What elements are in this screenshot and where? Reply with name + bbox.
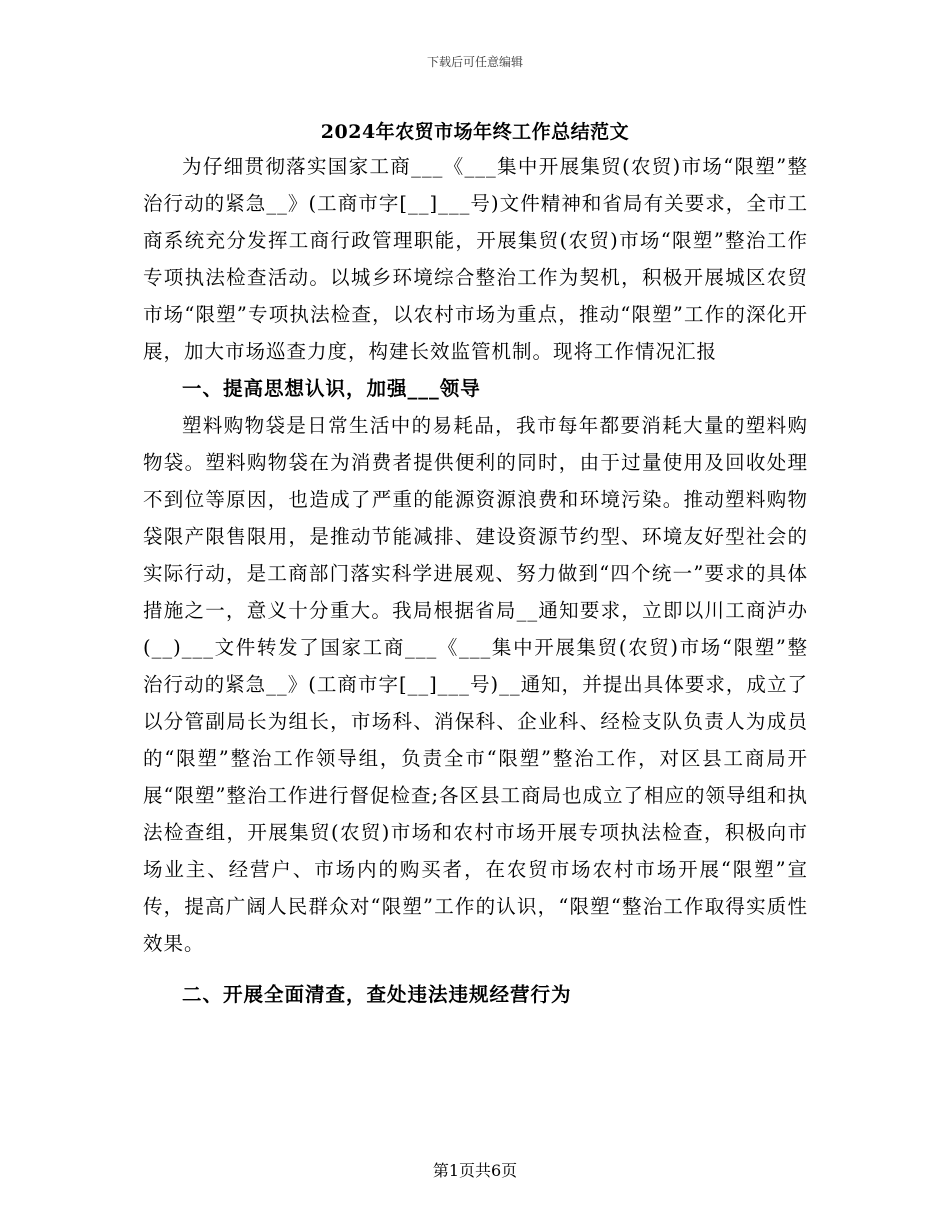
section-1-heading: 一、提高思想认识，加强___领导 (182, 377, 481, 400)
document-body (143, 148, 808, 1013)
section-2-heading: 二、开展全面清查，查处违法违规经营行为 (182, 983, 572, 1006)
section-1-paragraph: 塑料购物袋是日常生活中的易耗品，我市每年都要消耗大量的塑料购物袋。塑料购物袋在为消费者提供便利的同时，由于过量使用及回收处理不到位等原因，也造成了严重的能源资源浪费和环境污染。推动塑料购物袋限产限售限用，是推动节能减排、建设资源节约型、环境友好型社会的实际行动，是工商部门落实科学进展观、努力做到“四个统一”要求的具体措施之一，意义十分重大。我局根据省局__通知要求，立即以川工商泸办(__)___文件转发了国家工商___《___集中开展集贸(农贸)市场“限塑”整治行动的紧急__》(工商市字[__]___号)__通知，并提出具体要求，成立了以分管副局长为组长，市场科、消保科、企业科、经检支队负责人为成员的“限塑”整治工作领导组，负责全市“限塑”整治工作，对区县工商局开展“限塑”整治工作进行督促检查;各区县工商局也成立了相应的领导组和执法检查组，开展集贸(农贸)市场和农村市场开展专项执法检查，积极向市场业主、经营户、市场内的购买者，在农贸市场农村市场开展“限塑”宣传，提高广阔人民群众对“限塑”工作的认识，“限塑“整治工作取得实质性效果。 (143, 414, 809, 955)
header-note: 下载后可任意编辑 (426, 55, 523, 69)
intro-paragraph: 为仔细贯彻落实国家工商___《___集中开展集贸(农贸)市场“限塑”整治行动的紧急__》(工商市字[__]___号)文件精神和省局有关要求，全市工商系统充分发挥工商行政管理职能，开展集贸(农贸)市场“限塑”整治工作专项执法检查活动。以城乡环境综合整治工作为契机，积极开展城区农贸市场“限塑”专项执法检查，以农村市场为重点，推动“限塑”工作的深化开展，加大市场巡查力度，构建长效监管机制。现将工作情况汇报 (143, 155, 808, 363)
page-footer: 第1页共6页 (432, 1161, 518, 1180)
document-title: 2024年农贸市场年终工作总结范文 (320, 121, 630, 143)
